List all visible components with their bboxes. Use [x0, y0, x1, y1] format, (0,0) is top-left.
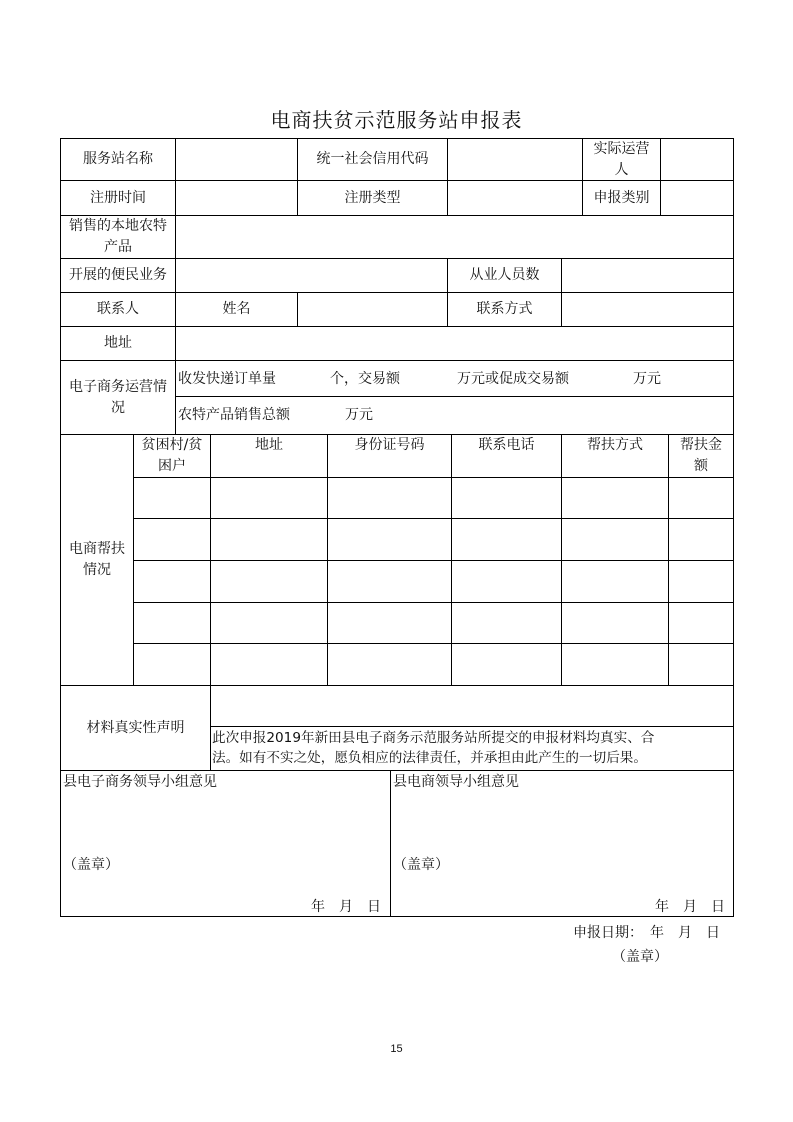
agri-sales-total-label: 农特产品销售总额 — [178, 407, 290, 423]
local-products-field[interactable] — [176, 216, 733, 258]
employees-label: 从业人员数 — [469, 267, 540, 283]
right-date: 年 月 日 — [655, 899, 725, 915]
apply-date: 申报日期： 年 月 日 — [573, 925, 720, 941]
credit-code-label: 统一社会信用代码 — [316, 151, 429, 167]
help-header-village: 贫困村/贫困户 — [141, 437, 203, 474]
help-header-amount: 帮扶金额 — [680, 437, 722, 474]
form-title: 电商扶贫示范服务站申报表 — [270, 108, 523, 132]
express-orders-label: 收发快递订单量 — [178, 371, 276, 387]
help-row[interactable] — [134, 519, 733, 560]
operator-label: 实际运营人 — [593, 140, 650, 178]
footer-seal: （盖章） — [612, 949, 668, 965]
left-opinion-title: 县电子商务领导小组意见 — [63, 774, 217, 790]
help-header-id-number: 身份证号码 — [354, 437, 425, 453]
reg-time-label: 注册时间 — [90, 189, 146, 206]
local-products-label: 销售的本地农特产品 — [69, 218, 167, 255]
help-section-label: 电商帮扶情况 — [69, 541, 125, 578]
reg-time-field[interactable] — [176, 181, 297, 215]
station-name-label: 服务站名称 — [83, 151, 153, 167]
reg-type-field[interactable] — [448, 181, 582, 215]
apply-category-field[interactable] — [661, 181, 733, 215]
declaration-label: 材料真实性声明 — [86, 719, 185, 736]
left-date: 年 月 日 — [311, 899, 381, 915]
employees-field[interactable] — [562, 259, 733, 292]
declaration-line-1: 此次申报2019年新田县电子商务示范服务站所提交的申报材料均真实、合 — [212, 730, 655, 746]
unit-wan-or-label: 万元或促成交易额 — [457, 371, 569, 387]
station-name-field[interactable] — [176, 139, 297, 180]
unit-wan2-label: 万元 — [345, 407, 373, 423]
declaration-blank[interactable] — [211, 686, 733, 726]
page-number: 15 — [390, 1043, 403, 1055]
contact-method-label: 联系方式 — [476, 301, 533, 317]
credit-code-field[interactable] — [448, 139, 582, 180]
ecommerce-ops-label: 电子商务运营情况 — [69, 378, 167, 416]
unit-wan-label: 万元 — [633, 371, 661, 387]
name-field[interactable] — [298, 293, 447, 326]
left-seal: （盖章） — [63, 857, 119, 873]
convenience-service-field[interactable] — [176, 259, 447, 292]
help-row[interactable] — [134, 478, 733, 518]
contact-person-label: 联系人 — [97, 301, 139, 317]
right-opinion-title: 县电商领导小组意见 — [393, 774, 519, 790]
convenience-service-label: 开展的便民业务 — [69, 267, 167, 283]
contact-method-field[interactable] — [562, 293, 733, 326]
reg-type-label: 注册类型 — [344, 189, 401, 206]
operator-field[interactable] — [661, 139, 733, 180]
help-header-phone: 联系电话 — [478, 437, 535, 453]
declaration-line-2: 法。如有不实之处，愿负相应的法律责任，并承担由此产生的一切后果。 — [212, 750, 647, 766]
right-seal: （盖章） — [393, 857, 449, 873]
address-label: 地址 — [104, 335, 132, 351]
address-field[interactable] — [176, 327, 733, 360]
help-header-method: 帮扶方式 — [587, 437, 643, 453]
apply-category-label: 申报类别 — [593, 189, 650, 206]
help-row[interactable] — [134, 603, 733, 643]
unit-ge-label: 个，交易额 — [330, 371, 400, 387]
help-header-address: 地址 — [255, 437, 283, 453]
name-label: 姓名 — [222, 301, 251, 317]
help-row[interactable] — [134, 644, 733, 685]
help-row[interactable] — [134, 561, 733, 602]
